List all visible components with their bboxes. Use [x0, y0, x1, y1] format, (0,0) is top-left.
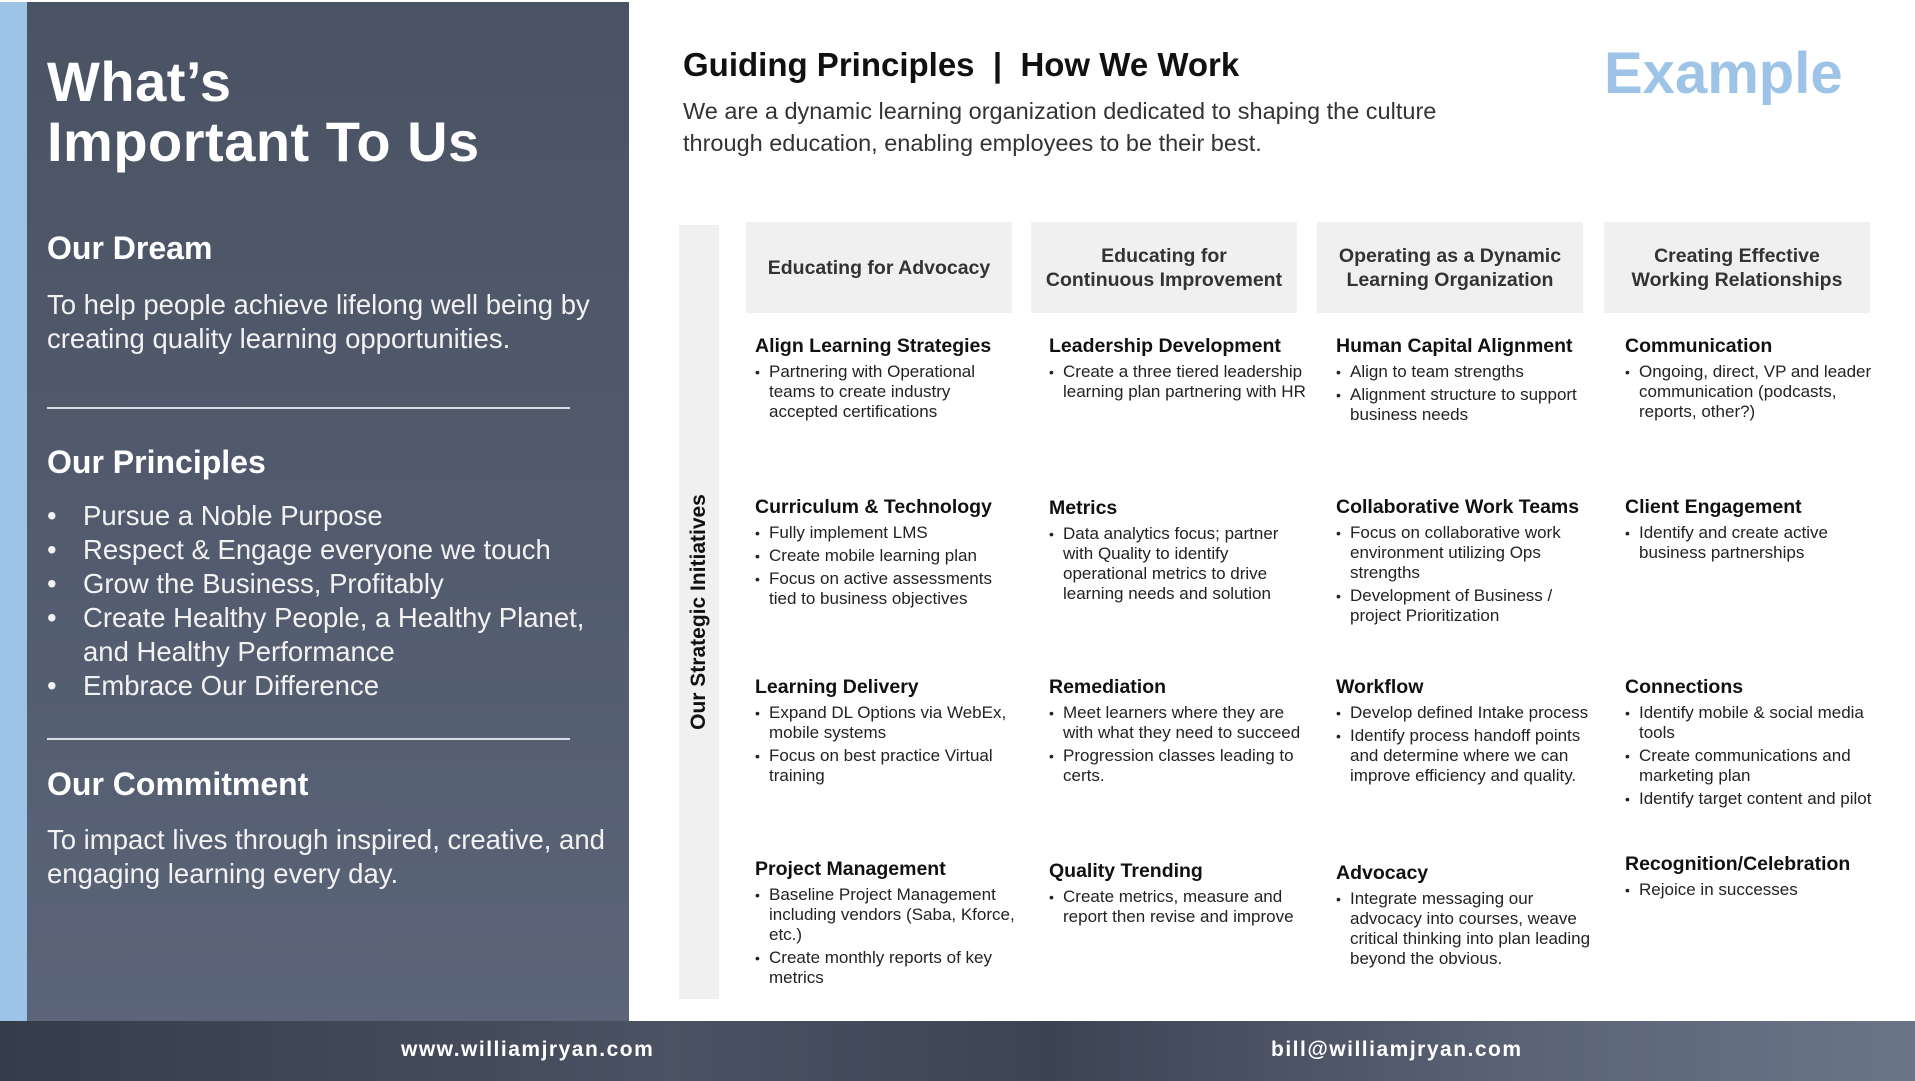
initiative-bullet: • Expand DL Options via WebEx, mobile systems	[755, 703, 1017, 743]
initiative-bullets	[1336, 523, 1598, 626]
initiative-title: Human Capital Alignment	[1336, 335, 1573, 357]
initiative-bullet: • Baseline Project Management including vendors (Saba, Kforce, etc.)	[755, 885, 1017, 945]
website-link[interactable]: www.williamjryan.com	[401, 1038, 655, 1061]
initiative-bullet: • Integrate messaging our advocacy into courses, weave critical thinking into plan leading beyond the obvious.	[1336, 889, 1598, 969]
panel-title: What’s Important To Us	[47, 50, 480, 173]
initiative-bullet: • Meet learners where they are with what they need to succeed	[1049, 703, 1311, 743]
initiative-bullets	[1336, 362, 1598, 425]
principle-item: • Embrace Our Difference	[47, 669, 607, 703]
initiative-bullet: • Create monthly reports of key metrics	[755, 948, 1017, 988]
initiative-bullet: • Rejoice in successes	[1625, 880, 1895, 900]
initiative-cell	[1049, 859, 1311, 930]
left-accent-bar	[0, 2, 27, 1021]
initiative-title: Remediation	[1049, 676, 1167, 698]
email-link[interactable]: bill@williamjryan.com	[1271, 1038, 1523, 1061]
initiative-bullets	[1625, 362, 1895, 422]
column-header-dynamic-learning: Operating as a Dynamic Learning Organization	[1317, 222, 1583, 313]
initiative-bullets	[1625, 523, 1895, 563]
initiative-title: Curriculum & Technology	[755, 496, 992, 518]
initiative-bullets	[1336, 703, 1598, 786]
example-label: Example	[1604, 41, 1843, 106]
initiative-cell	[1049, 334, 1311, 405]
divider	[47, 738, 570, 740]
initiative-title: Metrics	[1049, 497, 1118, 519]
initiative-cell	[1336, 675, 1598, 789]
initiative-cell	[1336, 495, 1598, 629]
initiative-bullet: • Fully implement LMS	[755, 523, 1017, 543]
initiative-bullets	[755, 703, 1017, 786]
initiative-bullet: • Create a three tiered leadership learning plan partnering with HR	[1049, 362, 1311, 402]
initiative-title: Collaborative Work Teams	[1336, 496, 1580, 518]
dream-text: To help people achieve lifelong well being by creating quality learning opportunities.	[47, 289, 590, 354]
initiative-bullets	[755, 523, 1017, 609]
commitment-heading: Our Commitment	[47, 766, 309, 802]
initiative-bullet: • Development of Business / project Prioritization	[1336, 586, 1598, 626]
initiative-cell	[755, 334, 1017, 425]
initiative-bullet: • Create mobile learning plan	[755, 546, 1017, 566]
principle-item: • Create Healthy People, a Healthy Planet, and Healthy Performance	[47, 601, 607, 669]
divider	[47, 407, 570, 409]
principle-item: • Pursue a Noble Purpose	[47, 499, 607, 533]
initiative-cell	[1336, 334, 1598, 428]
initiative-title: Workflow	[1336, 676, 1424, 698]
left-panel	[27, 2, 629, 1021]
initiative-bullet: • Identify process handoff points and determine where we can improve efficiency and quality.	[1336, 726, 1598, 786]
initiative-title: Advocacy	[1336, 862, 1429, 884]
commitment-text: To impact lives through inspired, creative, and engaging learning every day.	[47, 824, 605, 889]
initiative-cell	[1625, 675, 1895, 812]
initiative-bullet: • Develop defined Intake process	[1336, 703, 1598, 723]
principles-list	[47, 499, 607, 703]
initiative-bullets	[1049, 703, 1311, 786]
initiative-title: Quality Trending	[1049, 860, 1203, 882]
initiative-bullet: • Focus on best practice Virtual training	[755, 746, 1017, 786]
initiative-title: Connections	[1625, 676, 1744, 698]
column-header-advocacy: Educating for Advocacy	[746, 222, 1012, 313]
initiative-bullet: • Partnering with Operational teams to create industry accepted certifications	[755, 362, 1017, 422]
initiative-bullets	[1049, 362, 1311, 402]
initiative-title: Communication	[1625, 335, 1773, 357]
initiative-cell	[1049, 496, 1311, 607]
column-header-working-relationships: Creating Effective Working Relationships	[1604, 222, 1870, 313]
initiative-cell	[755, 857, 1017, 991]
initiative-title: Learning Delivery	[755, 676, 919, 698]
initiative-cell	[1625, 495, 1895, 566]
initiative-cell	[1336, 861, 1598, 972]
initiative-bullets	[755, 885, 1017, 988]
initiative-bullet: • Identify target content and pilot	[1625, 789, 1895, 809]
initiative-cell	[1625, 334, 1895, 425]
initiative-title: Client Engagement	[1625, 496, 1802, 518]
initiative-bullet: • Alignment structure to support business needs	[1336, 385, 1598, 425]
column-header-continuous-improvement: Educating for Continuous Improvement	[1031, 222, 1297, 313]
principle-item: • Respect & Engage everyone we touch	[47, 533, 607, 567]
footer-bar	[0, 1021, 1915, 1081]
initiative-bullets	[1625, 880, 1895, 900]
initiative-bullet: • Identify mobile & social media tools	[1625, 703, 1895, 743]
initiative-cell	[755, 675, 1017, 789]
initiative-bullets	[1625, 703, 1895, 809]
page-subtitle: We are a dynamic learning organization dedicated to shaping the culture through education, enabling employees to be their best.	[683, 98, 1437, 156]
principles-heading: Our Principles	[47, 444, 266, 480]
initiative-title: Align Learning Strategies	[755, 335, 992, 357]
page-title: Guiding Principles | How We Work	[683, 46, 1240, 83]
initiative-title: Project Management	[755, 858, 946, 880]
initiative-cell	[1049, 675, 1311, 789]
initiative-bullet: • Create communications and marketing plan	[1625, 746, 1895, 786]
dream-heading: Our Dream	[47, 230, 213, 266]
initiative-bullet: • Data analytics focus; partner with Quality to identify operational metrics to drive learning needs and solution	[1049, 524, 1311, 604]
initiative-bullets	[755, 362, 1017, 422]
initiative-bullet: • Align to team strengths	[1336, 362, 1598, 382]
initiative-bullet: • Create metrics, measure and report then revise and improve	[1049, 887, 1311, 927]
initiative-cell	[755, 495, 1017, 612]
initiative-title: Recognition/Celebration	[1625, 853, 1851, 875]
initiative-bullet: • Ongoing, direct, VP and leader communication (podcasts, reports, other?)	[1625, 362, 1895, 422]
initiative-bullets	[1049, 887, 1311, 927]
initiative-bullet: • Focus on active assessments tied to business objectives	[755, 569, 1017, 609]
strategic-initiatives-bar	[679, 225, 719, 999]
initiative-bullet: • Identify and create active business partnerships	[1625, 523, 1895, 563]
strategic-initiatives-label: Our Strategic Initiatives	[687, 494, 710, 730]
initiative-cell	[1625, 852, 1895, 903]
initiative-bullet: • Focus on collaborative work environment utilizing Ops strengths	[1336, 523, 1598, 583]
initiative-bullet: • Progression classes leading to certs.	[1049, 746, 1311, 786]
initiative-bullets	[1049, 524, 1311, 604]
initiative-title: Leadership Development	[1049, 335, 1281, 357]
principle-item: • Grow the Business, Profitably	[47, 567, 607, 601]
initiative-bullets	[1336, 889, 1598, 969]
